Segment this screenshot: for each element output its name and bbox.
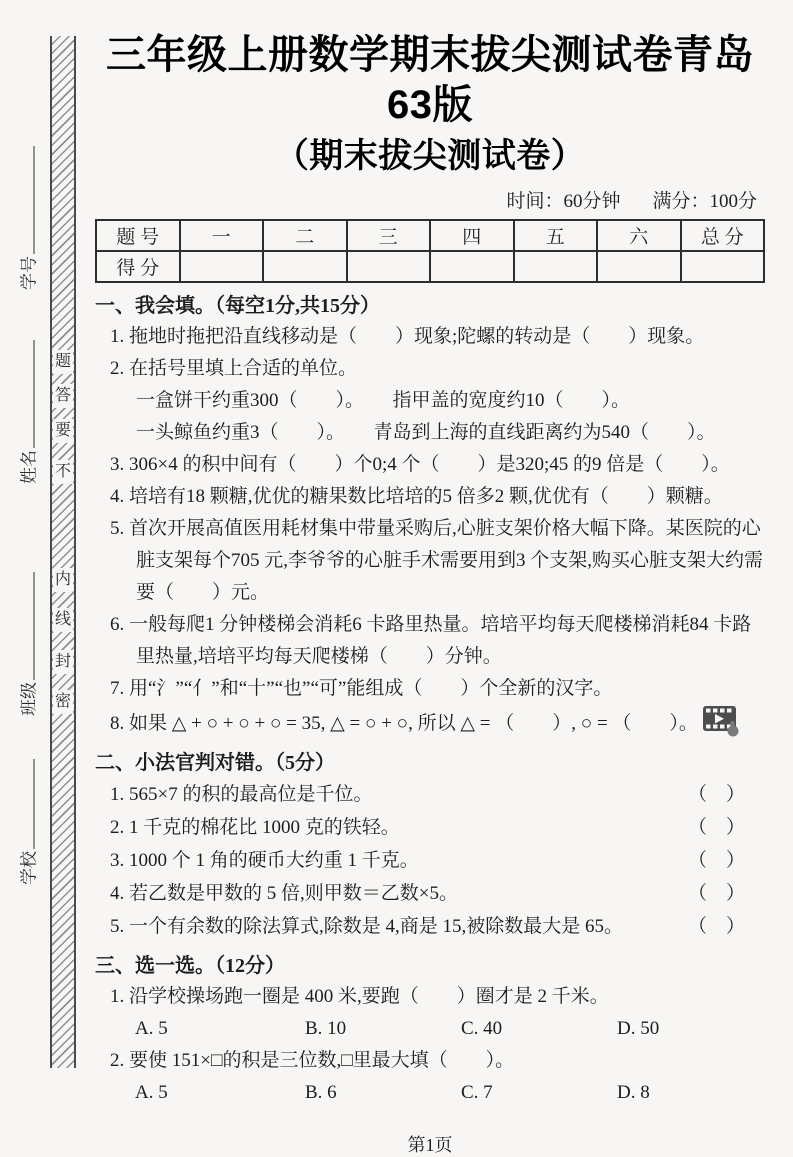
score-cell <box>430 251 514 282</box>
video-play-icon[interactable] <box>702 705 742 737</box>
score-cell <box>514 251 598 282</box>
score-table-header-row <box>96 220 764 251</box>
fill-question-4: 4. 培培有18 颗糖,优优的糖果数比培培的5 倍多2 颗,优优有（ ）颗糖。 <box>110 486 723 507</box>
option-a: A. 5 <box>135 1018 168 1039</box>
name-label <box>15 340 40 484</box>
score-cell <box>681 251 765 282</box>
seal-char: 线 <box>53 608 73 632</box>
time-limit: 时间：60分钟 <box>506 191 621 212</box>
name-blank-line <box>32 340 35 448</box>
class-label <box>15 572 40 716</box>
fill-question-8 <box>95 705 765 740</box>
class-text: 班级 <box>19 682 39 716</box>
page-subtitle: （期末拔尖测试卷） <box>274 137 586 175</box>
school-blank-line <box>32 759 35 849</box>
score-table <box>95 219 765 283</box>
judge-item-3-text: 3. 1000 个 1 角的硬币大约重 1 千克。 <box>110 850 419 871</box>
score-row-label: 得 分 <box>96 251 180 282</box>
seal-char: 密 <box>53 690 73 714</box>
judge-item-3-answer-paren: （ ） <box>687 850 745 871</box>
score-header-cell: 一 <box>180 220 264 251</box>
score-table-score-row <box>96 251 764 282</box>
option-b: B. 10 <box>305 1018 347 1039</box>
judge-item-2-text: 2. 1 千克的棉花比 1000 克的铁轻。 <box>110 817 400 838</box>
score-header-cell: 六 <box>597 220 681 251</box>
fill-question-2: 2. 在括号里填上合适的单位。 <box>110 358 358 379</box>
student-id-label <box>15 146 40 290</box>
seal-char: 内 <box>53 568 73 592</box>
judge-item-1-answer-paren: （ ） <box>687 784 745 805</box>
judge-item-2-answer-paren: （ ） <box>687 817 745 838</box>
fill-question-8-text: 8. 如果 △ + ○ + ○ + ○ = 35, △ = ○ + ○, 所以 △ = （ ）, ○ = （ ）。 <box>110 713 698 734</box>
fill-question-2a: 一盒饼干约重300（ ）。 指甲盖的宽度约10（ ）。 <box>136 390 631 411</box>
choice-question-2-options <box>95 1077 765 1109</box>
judge-item-4-answer-paren: （ ） <box>687 883 745 904</box>
judge-item-1 <box>95 778 765 811</box>
judge-item-5 <box>95 910 765 943</box>
class-blank-line <box>32 572 35 680</box>
fill-question-2b: 一头鲸鱼约重3（ ）。 青岛到上海的直线距离约为540（ ）。 <box>136 422 716 443</box>
score-header-cell: 题 号 <box>96 220 180 251</box>
judge-item-2 <box>95 811 765 844</box>
score-header-cell: 总 分 <box>681 220 765 251</box>
option-a: A. 5 <box>135 1082 168 1103</box>
choice-question-1-options <box>95 1013 765 1045</box>
full-score: 满分：100分 <box>652 191 757 212</box>
section-choice-heading: 三、选一选。（12分） <box>95 955 285 977</box>
judge-item-5-text: 5. 一个有余数的除法算式,除数是 4,商是 15,被除数最大是 65。 <box>110 916 624 937</box>
section-fill-heading: 一、我会填。（每空1分,共15分） <box>95 295 380 317</box>
score-cell <box>347 251 431 282</box>
name-text: 姓名 <box>19 450 39 484</box>
exam-meta <box>95 190 757 214</box>
page-title: 三年级上册数学期末拔尖测试卷青岛63版 <box>106 33 754 127</box>
fill-question-1: 1. 拖地时拖把沿直线移动是（ ）现象;陀螺的转动是（ ）现象。 <box>110 326 705 347</box>
judge-item-1-text: 1. 565×7 的积的最高位是千位。 <box>110 784 373 805</box>
option-d: D. 8 <box>617 1082 650 1103</box>
choice-question-1: 1. 沿学校操场跑一圈是 400 米,要跑（ ）圈才是 2 千米。 <box>110 986 609 1007</box>
option-d: D. 50 <box>617 1018 660 1039</box>
seal-char: 要 <box>53 419 73 443</box>
judge-item-5-answer-paren: （ ） <box>687 916 745 937</box>
seal-line-strip <box>50 36 76 1068</box>
exam-paper <box>95 30 765 1157</box>
fill-question-5: 5. 首次开展高值医用耗材集中带量采购后,心脏支架价格大幅下降。某医院的心脏支架每个705 元,李爷爷的心脏手术需要用到3 个支架,购买心脏支架大约需要（ ）元。 <box>110 518 764 603</box>
school-label <box>15 759 40 885</box>
choice-question-2: 2. 要使 151×□的积是三位数,□里最大填（ ）。 <box>110 1050 515 1071</box>
fill-question-6: 6. 一般每爬1 分钟楼梯会消耗6 卡路里热量。培培平均每天爬楼梯消耗84 卡路里热量,培培平均每天爬楼梯（ ）分钟。 <box>110 614 752 667</box>
student-id-blank-line <box>32 146 35 254</box>
option-b: B. 6 <box>305 1082 337 1103</box>
student-id-text: 学号 <box>19 256 39 290</box>
score-cell <box>263 251 347 282</box>
school-text: 学校 <box>19 851 39 885</box>
section-judge-heading: 二、小法官判对错。（5分） <box>95 752 335 774</box>
page-number: 第1页 <box>407 1135 453 1155</box>
score-header-cell: 二 <box>263 220 347 251</box>
judge-item-3 <box>95 844 765 877</box>
score-header-cell: 五 <box>514 220 598 251</box>
seal-char: 封 <box>53 650 73 674</box>
fill-question-3: 3. 306×4 的积中间有（ ）个0;4 个（ ）是320;45 的9 倍是（ ）。 <box>110 454 730 475</box>
score-cell <box>180 251 264 282</box>
option-c: C. 7 <box>461 1082 493 1103</box>
score-header-cell: 四 <box>430 220 514 251</box>
fill-question-7: 7. 用“氵”“亻”和“十”“也”“可”能组成（ ）个全新的汉字。 <box>110 678 613 699</box>
seal-char: 不 <box>53 460 73 484</box>
seal-char: 答 <box>53 384 73 408</box>
score-header-cell: 三 <box>347 220 431 251</box>
score-cell <box>597 251 681 282</box>
judge-item-4-text: 4. 若乙数是甲数的 5 倍,则甲数＝乙数×5。 <box>110 883 458 904</box>
option-c: C. 40 <box>461 1018 503 1039</box>
judge-item-4 <box>95 877 765 910</box>
seal-char: 题 <box>53 350 73 374</box>
